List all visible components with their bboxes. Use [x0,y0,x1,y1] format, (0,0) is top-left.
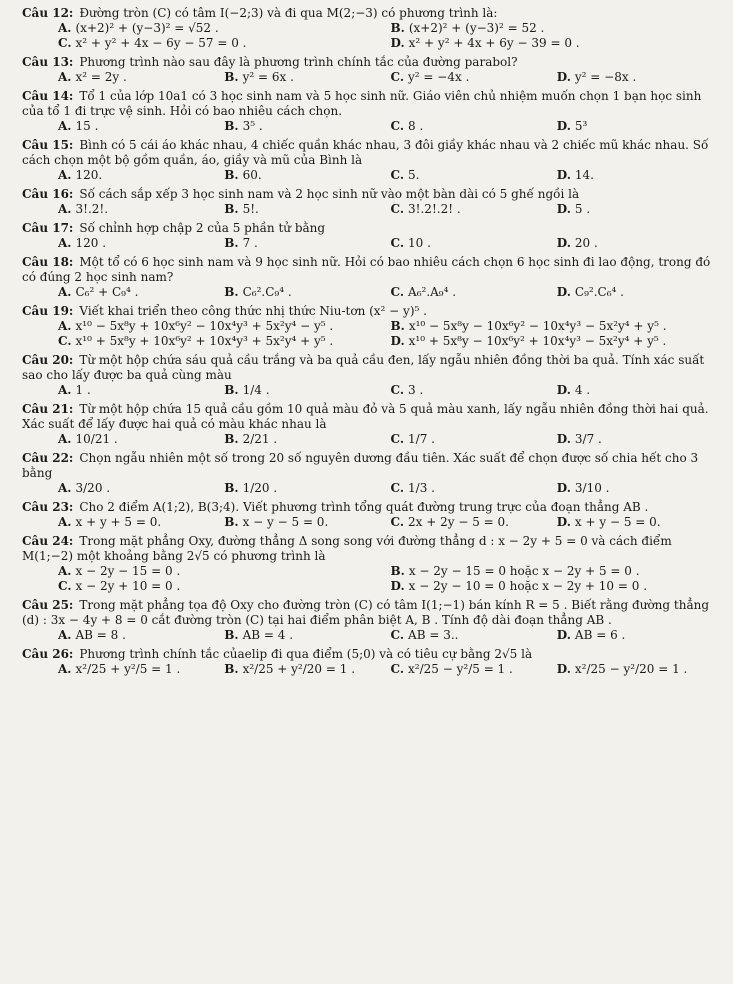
option-letter: C. [390,168,405,182]
option-letter: A. [58,383,72,397]
answer-option [58,383,224,398]
answer-options [22,515,723,530]
option-text: 60. [242,168,262,182]
option-letter: D. [556,515,571,529]
answer-option [58,515,224,530]
option-text: y² = −4x . [408,70,470,84]
option-text: 5 . [574,202,591,216]
answer-option [58,236,224,251]
answer-option [557,236,723,251]
option-letter: C. [390,432,405,446]
question-stem [22,6,723,21]
answer-option [58,334,391,349]
question-number: Câu 25: [22,598,74,612]
answer-option [58,285,224,300]
option-text: 15 . [75,119,99,133]
question-stem [22,89,723,119]
question-number: Câu 19: [22,304,74,318]
answer-option [391,662,557,677]
answer-option [557,481,723,496]
question-stem [22,55,723,70]
question-q20 [22,353,723,398]
question-q26 [22,647,723,677]
answer-option [58,432,224,447]
answer-option [391,70,557,85]
option-text: 2x + 2y − 5 = 0. [408,515,509,529]
option-letter: B. [390,21,405,35]
question-number: Câu 14: [22,89,74,103]
answer-options [22,481,723,496]
option-text: 20 . [574,236,598,250]
option-text: x + y − 5 = 0. [574,515,661,529]
answer-options [22,662,723,677]
question-text: Số cách sắp xếp 3 học sinh nam và 2 học sinh nữ vào một bàn dài có 5 ghế ngồi là [79,187,580,201]
answer-option [58,579,391,594]
option-letter: C. [390,662,405,676]
option-text: 120 . [75,236,107,250]
answer-option [58,36,391,51]
answer-option [391,168,557,183]
option-letter: C. [390,236,405,250]
question-number: Câu 17: [22,221,74,235]
answer-options [22,70,723,85]
option-letter: B. [224,432,239,446]
question-q22 [22,451,723,496]
answer-option [58,70,224,85]
option-letter: B. [224,236,239,250]
answer-option [58,168,224,183]
answer-options [22,628,723,643]
question-q21 [22,402,723,447]
option-text: 3!.2!.2! . [408,202,461,216]
option-letter: D. [556,628,571,642]
question-text: Trong mặt phẳng Oxy, đường thẳng Δ song song với đường thẳng d : x − 2y + 5 = 0 và cách điểm M(1;−2) một khoảng bằng 2√5 có phương trình là [22,534,672,563]
option-text: (x+2)² + (y−3)² = √52 . [75,21,219,35]
answer-options [22,285,723,300]
option-text: 10/21 . [75,432,118,446]
option-text: 10 . [408,236,431,250]
answer-options [22,168,723,183]
option-text: AB = 8 . [75,628,126,642]
option-text: x²/25 + y²/5 = 1 . [75,662,181,676]
option-letter: B. [224,70,239,84]
answer-option [224,432,390,447]
question-q13 [22,55,723,85]
answer-options [22,319,723,349]
question-q18 [22,255,723,300]
option-text: 5. [408,168,420,182]
option-letter: C. [390,285,405,299]
answer-options [22,202,723,217]
answer-option [224,70,390,85]
option-text: (x+2)² + (y−3)² = 52 . [408,21,545,35]
question-number: Câu 18: [22,255,74,269]
answer-option [391,515,557,530]
option-letter: C. [58,334,72,348]
question-text: Bình có 5 cái áo khác nhau, 4 chiếc quần khác nhau, 3 đôi giầy khác nhau và 2 chiếc mũ khác nhau. Số cách chọn một bộ gồm quần, áo, giầy và mũ của Bình là [22,138,709,167]
option-letter: C. [390,628,405,642]
option-text: 5³ [574,119,588,133]
option-text: x¹⁰ − 5x⁸y − 10x⁶y² − 10x⁴y³ − 5x²y⁴ + y⁵ . [408,319,667,333]
option-letter: B. [224,285,239,299]
answer-option [557,383,723,398]
question-text: Từ một hộp chứa sáu quả cầu trắng và ba quả cầu đen, lấy ngẫu nhiên đồng thời ba quả. Tính xác suất sao cho lấy được ba quả cùng màu [22,353,705,382]
option-text: x² + y² + 4x − 6y − 57 = 0 . [75,36,247,50]
answer-option [557,285,723,300]
option-text: C₆² + C₉⁴ . [75,285,139,299]
answer-option [391,236,557,251]
option-text: x² = 2y . [75,70,127,84]
option-letter: C. [390,515,405,529]
question-stem [22,221,723,236]
answer-option [557,202,723,217]
option-letter: A. [58,168,72,182]
question-text: Từ một hộp chứa 15 quả cầu gồm 10 quả màu đỏ và 5 quả màu xanh, lấy ngẫu nhiên đồng thời hai quả. Xác suất để lấy được hai quả có màu khác nhau là [22,402,709,431]
option-letter: C. [390,119,405,133]
answer-option [224,481,390,496]
answer-option [391,285,557,300]
option-letter: A. [58,628,72,642]
question-text: Tổ 1 của lớp 10a1 có 3 học sinh nam và 5 học sinh nữ. Giáo viên chủ nhiệm muốn chọn 1 bạn học sinh của tổ 1 đi trực vệ sinh. Hỏi có bao nhiêu cách chọn. [22,89,702,118]
option-text: x²/25 + y²/20 = 1 . [242,662,356,676]
answer-option [58,481,224,496]
answer-option [58,628,224,643]
answer-option [391,319,724,334]
option-text: 8 . [408,119,424,133]
question-q19 [22,304,723,349]
option-text: x²/25 − y²/5 = 1 . [408,662,513,676]
question-q25 [22,598,723,643]
question-q16 [22,187,723,217]
option-letter: A. [58,21,72,35]
question-stem [22,255,723,285]
question-text: Chọn ngẫu nhiên một số trong 20 số nguyên dương đầu tiên. Xác suất để chọn được số chia hết cho 3 bằng [22,451,699,480]
question-text: Phương trình nào sau đây là phương trình chính tắc của đường parabol? [79,55,518,69]
question-number: Câu 16: [22,187,74,201]
option-text: 3/10 . [574,481,610,495]
question-list [22,6,723,677]
option-text: x¹⁰ + 5x⁸y − 10x⁶y² + 10x⁴y³ − 5x²y⁴ + y⁵ . [408,334,667,348]
option-letter: D. [556,70,571,84]
option-text: A₆².A₉⁴ . [408,285,457,299]
question-text: Đường tròn (C) có tâm I(−2;3) và đi qua M(2;−3) có phương trình là: [79,6,498,20]
option-letter: D. [556,236,571,250]
option-text: 1 . [75,383,91,397]
option-letter: C. [390,383,405,397]
question-number: Câu 12: [22,6,74,20]
answer-option [391,21,724,36]
option-letter: A. [58,319,72,333]
question-number: Câu 20: [22,353,74,367]
question-number: Câu 13: [22,55,74,69]
option-text: AB = 4 . [242,628,294,642]
option-text: x − 2y − 15 = 0 . [75,564,181,578]
option-text: 3!.2!. [75,202,109,216]
answer-option [391,628,557,643]
option-letter: B. [390,319,405,333]
option-text: x − 2y − 10 = 0 hoặc x − 2y + 10 = 0 . [408,579,648,593]
option-text: 3/7 . [574,432,602,446]
option-text: 1/7 . [408,432,435,446]
option-text: x + y + 5 = 0. [75,515,162,529]
answer-option [224,383,390,398]
option-letter: C. [390,202,405,216]
option-text: x − y − 5 = 0. [242,515,329,529]
question-stem [22,187,723,202]
option-text: C₆².C₉⁴ . [242,285,292,299]
question-text: Trong mặt phẳng tọa độ Oxy cho đường tròn (C) có tâm I(1;−1) bán kính R = 5 . Biết rằng đường thẳng (d) : 3x − 4y + 8 = 0 cắt đường tròn (C) tại hai điểm phân biệt A, B . Tính độ dài đoạn thẳng AB . [22,598,710,627]
option-letter: A. [58,564,72,578]
option-text: 3 . [408,383,424,397]
option-letter: D. [556,285,571,299]
option-text: y² = 6x . [242,70,294,84]
option-letter: D. [390,334,405,348]
question-text: Số chỉnh hợp chập 2 của 5 phần tử bằng [79,221,326,235]
option-text: AB = 6 . [574,628,626,642]
option-letter: D. [556,168,571,182]
option-letter: A. [58,481,72,495]
question-q14 [22,89,723,134]
option-text: 14. [574,168,594,182]
option-letter: A. [58,515,72,529]
answer-options [22,383,723,398]
answer-option [224,515,390,530]
answer-options [22,432,723,447]
option-text: x¹⁰ + 5x⁸y + 10x⁶y² + 10x⁴y³ + 5x²y⁴ + y⁵ . [75,334,334,348]
option-letter: A. [58,432,72,446]
option-letter: C. [390,481,405,495]
answer-option [391,481,557,496]
option-letter: A. [58,70,72,84]
option-text: x − 2y − 15 = 0 hoặc x − 2y + 5 = 0 . [408,564,640,578]
question-stem [22,304,723,319]
option-letter: A. [58,236,72,250]
option-text: 7 . [242,236,258,250]
option-letter: B. [224,383,239,397]
answer-option [557,168,723,183]
option-letter: A. [58,119,72,133]
answer-options [22,21,723,51]
answer-option [224,119,390,134]
answer-option [391,432,557,447]
question-stem [22,534,723,564]
option-text: 5!. [242,202,259,216]
answer-option [224,236,390,251]
answer-option [557,628,723,643]
question-text: Một tổ có 6 học sinh nam và 9 học sinh nữ. Hỏi có bao nhiêu cách chọn 6 học sinh đi lao động, trong đó có đúng 2 học sinh nam? [22,255,711,284]
option-text: 1/20 . [242,481,278,495]
question-number: Câu 26: [22,647,74,661]
option-text: 2/21 . [242,432,278,446]
answer-option [224,662,390,677]
option-letter: D. [556,119,571,133]
option-letter: D. [390,579,405,593]
question-number: Câu 21: [22,402,74,416]
option-letter: A. [58,202,72,216]
option-text: x² + y² + 4x + 6y − 39 = 0 . [408,36,580,50]
option-letter: B. [224,119,239,133]
answer-option [557,515,723,530]
answer-options [22,119,723,134]
option-letter: B. [224,662,239,676]
option-text: 1/3 . [408,481,435,495]
option-text: 3/20 . [75,481,111,495]
option-letter: C. [58,579,72,593]
option-letter: D. [556,432,571,446]
answer-option [58,319,391,334]
option-letter: B. [224,202,239,216]
question-stem [22,647,723,662]
option-letter: D. [556,383,571,397]
option-letter: D. [556,202,571,216]
option-letter: A. [58,285,72,299]
question-number: Câu 22: [22,451,74,465]
answer-options [22,236,723,251]
option-text: 3⁵ . [242,119,263,133]
question-text: Phương trình chính tắc củaelip đi qua điểm (5;0) và có tiêu cự bằng 2√5 là [79,647,533,661]
question-text: Viết khai triển theo công thức nhị thức Niu-tơn (x² − y)⁵ . [79,304,427,318]
question-stem [22,402,723,432]
option-text: x − 2y + 10 = 0 . [75,579,181,593]
question-stem [22,353,723,383]
option-letter: D. [390,36,405,50]
answer-option [58,119,224,134]
question-stem [22,500,723,515]
option-text: x¹⁰ − 5x⁸y + 10x⁶y² − 10x⁴y³ + 5x²y⁴ − y⁵ . [75,319,334,333]
option-letter: B. [390,564,405,578]
answer-option [224,285,390,300]
answer-options [22,564,723,594]
option-letter: C. [390,70,405,84]
answer-option [557,119,723,134]
question-q24 [22,534,723,594]
question-q17 [22,221,723,251]
question-text: Cho 2 điểm A(1;2), B(3;4). Viết phương trình tổng quát đường trung trực của đoạn thẳng AB . [79,500,649,514]
answer-option [557,662,723,677]
answer-option [391,564,724,579]
question-number: Câu 24: [22,534,74,548]
answer-option [391,383,557,398]
answer-option [391,119,557,134]
option-letter: D. [556,662,571,676]
question-number: Câu 23: [22,500,74,514]
option-text: y² = −8x . [574,70,637,84]
question-stem [22,451,723,481]
answer-option [391,202,557,217]
option-text: AB = 3.. [408,628,459,642]
option-letter: B. [224,515,239,529]
question-q23 [22,500,723,530]
option-text: 120. [75,168,103,182]
answer-option [391,334,724,349]
option-letter: A. [58,662,72,676]
answer-option [391,36,724,51]
question-stem [22,138,723,168]
option-letter: B. [224,481,239,495]
answer-option [58,662,224,677]
answer-option [557,70,723,85]
question-number: Câu 15: [22,138,74,152]
question-stem [22,598,723,628]
option-text: 1/4 . [242,383,270,397]
option-letter: B. [224,628,239,642]
answer-option [391,579,724,594]
answer-option [557,432,723,447]
answer-option [224,202,390,217]
option-letter: D. [556,481,571,495]
question-q15 [22,138,723,183]
answer-option [224,628,390,643]
option-text: x²/25 − y²/20 = 1 . [574,662,688,676]
option-letter: C. [58,36,72,50]
question-q12 [22,6,723,51]
option-text: C₉².C₆⁴ . [574,285,624,299]
answer-option [58,202,224,217]
answer-option [224,168,390,183]
option-letter: B. [224,168,239,182]
answer-option [58,21,391,36]
answer-option [58,564,391,579]
option-text: 4 . [574,383,591,397]
